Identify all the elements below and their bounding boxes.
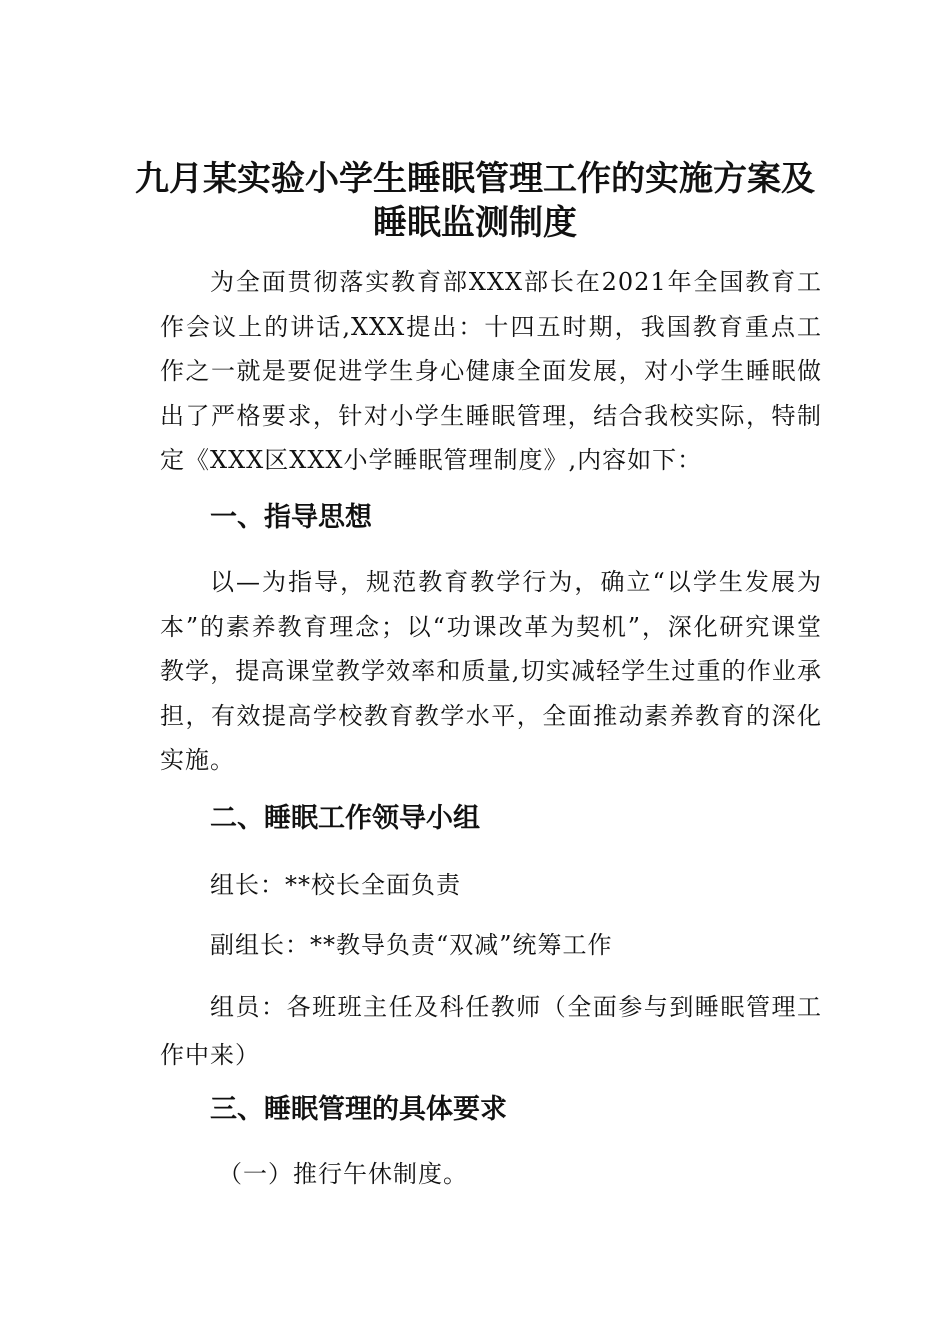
section-heading-leadership-group: 二、睡眠工作领导小组: [210, 803, 480, 834]
intro-paragraph: 为全面贯彻落实教育部XXX部长在2021年全国教育工作会议上的讲话,XXX提出：十四五时期，我国教育重点工作之一就是要促进学生身心健康全面发展，对小学生睡眠做出了严格要求，针对小学生睡眠管理，结合我校实际，特制定《XXX区XXX小学睡眠管理制度》,内容如下：: [160, 268, 822, 474]
group-leader-line: 组长：**校长全面负责: [210, 871, 461, 899]
guiding-ideology-paragraph: 以—为指导，规范教育教学行为，确立“以学生发展为本”的素养教育理念；以“功课改革为契机”，深化研究课堂教学，提高课堂教学效率和质量,切实减轻学生过重的作业承担，有效提高学校教育教学水平，全面推动素养教育的深化实施。: [160, 568, 822, 774]
section-heading-guiding-ideology: 一、指导思想: [210, 502, 372, 533]
title-line-2: 睡眠监测制度: [373, 203, 577, 243]
subsection-nap-system: （一）推行午休制度。: [218, 1160, 468, 1188]
document-title: [120, 157, 830, 245]
section-heading-specific-requirements: 三、睡眠管理的具体要求: [210, 1094, 507, 1125]
group-members-paragraph: 组员：各班班主任及科任教师（全面参与到睡眠管理工作中来）: [160, 993, 822, 1069]
deputy-leader-line: 副组长：**教导负责“双减”统筹工作: [210, 931, 613, 959]
title-line-1: 九月某实验小学生睡眠管理工作的实施方案及: [135, 159, 815, 199]
